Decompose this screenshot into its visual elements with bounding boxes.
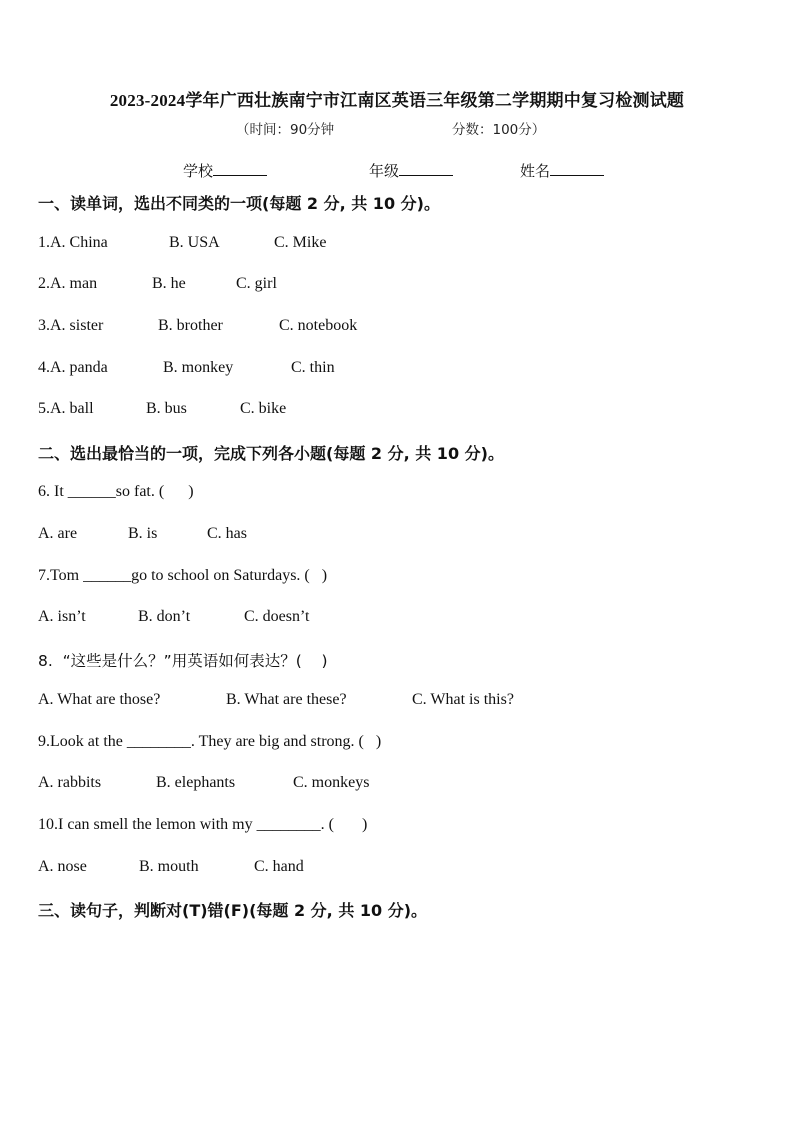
question-number: 2. [38, 275, 50, 292]
question-9-option-a: A. rabbits [38, 774, 102, 791]
question-2 [38, 275, 97, 293]
question-8-option-a: A. What are those? [38, 691, 161, 708]
option-c: C. bike [240, 400, 287, 417]
question-9-stem: 9.Look at the ________. They are big and strong. ( ) [38, 733, 382, 750]
option-a: A. China [50, 234, 108, 251]
question-1 [38, 234, 108, 252]
section-2-heading: 二、选出最恰当的一项，完成下列各小题(每题 2 分, 共 10 分)。 [38, 444, 504, 463]
question-6-option-b: B. is [128, 525, 158, 542]
question-number: 4. [38, 359, 50, 376]
option-a: A. ball [50, 400, 94, 417]
question-4 [38, 359, 108, 377]
total-score: 分数：100分） [452, 122, 546, 138]
option-b: B. he [152, 275, 186, 292]
question-8-stem [38, 649, 328, 671]
option-b: B. brother [158, 317, 223, 334]
question-7-option-b: B. don’t [138, 608, 191, 625]
question-10-option-a: A. nose [38, 858, 87, 875]
question-10-option-b: B. mouth [139, 858, 199, 875]
option-b: B. monkey [163, 359, 234, 376]
question-6-option-a: A. are [38, 525, 78, 542]
option-c: C. girl [236, 275, 277, 292]
option-a: A. sister [50, 317, 104, 334]
question-number: 3. [38, 317, 50, 334]
option-b: B. USA [169, 234, 220, 251]
question-7-option-c: C. doesn’t [244, 608, 310, 625]
question-7-option-a: A. isn’t [38, 608, 86, 625]
question-10-option-c: C. hand [254, 858, 304, 875]
grade-blank [399, 161, 453, 176]
question-8-option-c: C. What is this? [412, 691, 514, 708]
section-3-heading: 三、读句子，判断对(T)错(F)(每题 2 分, 共 10 分)。 [38, 901, 428, 920]
option-a: A. panda [50, 359, 108, 376]
question-8-option-b: B. What are these? [226, 691, 347, 708]
option-c: C. thin [291, 359, 335, 376]
option-a: A. man [50, 275, 98, 292]
question-9-option-c: C. monkeys [293, 774, 370, 791]
section-1-heading: 一、读单词，选出不同类的一项(每题 2 分, 共 10 分)。 [38, 194, 440, 213]
question-7-stem: 7.Tom ______go to school on Saturdays. ( ) [38, 567, 328, 584]
school-label: 学校 [183, 162, 214, 180]
question-9-option-b: B. elephants [156, 774, 236, 791]
question-number: 5. [38, 400, 50, 417]
question-8-text: 8. “这些是什么？”用英语如何表达？( ) [38, 652, 328, 670]
name-label: 姓名 [520, 162, 551, 180]
question-3 [38, 317, 103, 335]
option-c: C. Mike [274, 234, 327, 251]
option-c: C. notebook [279, 317, 358, 334]
name-field [520, 160, 604, 181]
school-blank [213, 161, 267, 176]
option-b: B. bus [146, 400, 187, 417]
question-6-option-c: C. has [207, 525, 247, 542]
question-5 [38, 400, 94, 418]
grade-field [369, 160, 453, 181]
question-6-stem: 6. It ______so fat. ( ) [38, 483, 194, 500]
exam-title: 2023-2024学年广西壮族南宁市江南区英语三年级第二学期期中复习检测试题 [109, 91, 685, 110]
school-field [183, 160, 267, 181]
name-blank [550, 161, 604, 176]
question-10-stem: 10.I can smell the lemon with my ________. ( ) [38, 816, 368, 833]
grade-label: 年级 [369, 162, 400, 180]
time-limit: （时间：90分钟 [236, 122, 335, 138]
question-number: 1. [38, 234, 50, 251]
